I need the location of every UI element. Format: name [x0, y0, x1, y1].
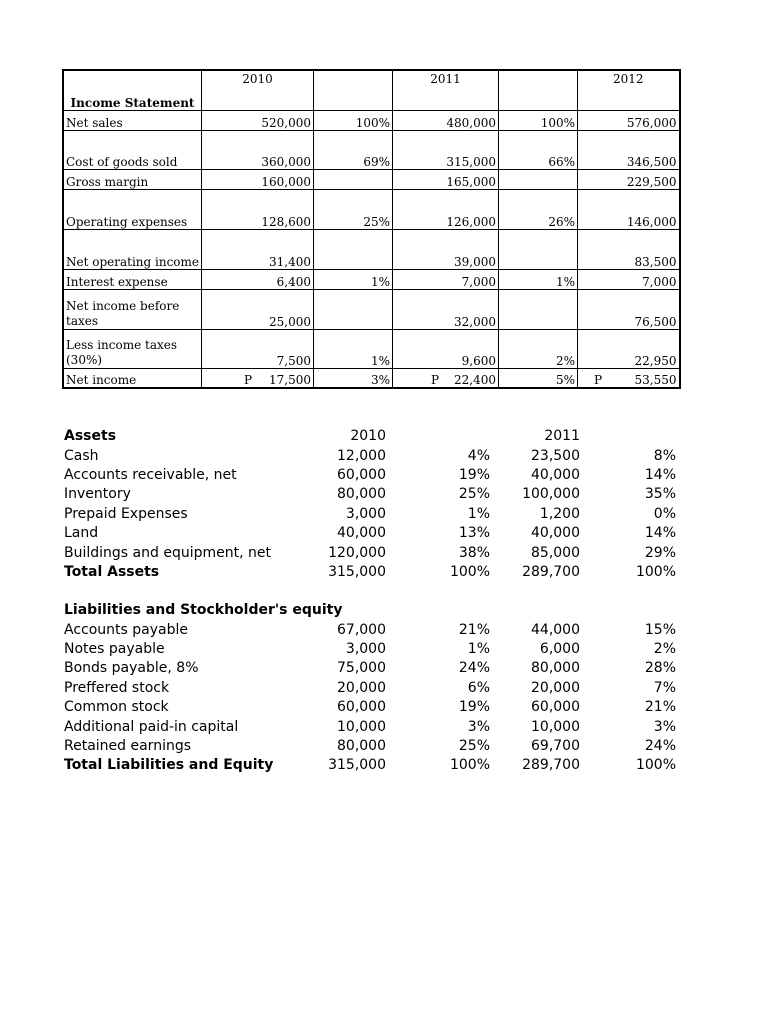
table-row: [62, 543, 678, 562]
income-statement-title: Income Statement: [63, 70, 202, 110]
income-year-2011: 2011: [393, 70, 499, 110]
spacer-row: [62, 582, 678, 601]
cell-percent: 4%: [467, 447, 490, 464]
income-cell: 5%: [499, 368, 578, 388]
cell-percent: 29%: [644, 544, 676, 561]
cell-value: 20,000: [337, 679, 386, 696]
income-cell: 7,000: [393, 269, 499, 289]
cell-value: 315,000: [328, 563, 386, 580]
cell-percent: 28%: [644, 660, 676, 677]
income-cell: 146,000: [578, 189, 680, 229]
income-row-label: Interest expense: [63, 269, 202, 289]
income-cell: 360,000: [202, 130, 314, 169]
income-cell: [499, 169, 578, 189]
cell-percent: 6%: [467, 679, 490, 696]
income-cell: 128,600: [202, 189, 314, 229]
income-cell: [499, 229, 578, 269]
row-label: Inventory: [64, 486, 131, 503]
cell-value: 60,000: [531, 699, 580, 716]
cell-percent: 21%: [644, 699, 676, 716]
cell-percent: 14%: [644, 525, 676, 542]
income-cell: 3%: [314, 368, 393, 388]
income-header-row: [63, 70, 680, 110]
income-cell: [314, 289, 393, 329]
cell-value: 1,200: [539, 505, 580, 522]
cell-percent: 24%: [458, 660, 490, 677]
cell-percent: 8%: [653, 447, 676, 464]
table-row: [62, 485, 678, 504]
cell-value: 23,500: [531, 447, 580, 464]
cell-value: 3,000: [345, 641, 386, 658]
income-year-2010: 2010: [202, 70, 314, 110]
currency-symbol: P: [431, 373, 440, 387]
income-row-label: Net operating income: [63, 229, 202, 269]
cell-value: 40,000: [531, 525, 580, 542]
table-row: [62, 679, 678, 698]
row-label: Retained earnings: [64, 738, 192, 755]
cell-percent: 3%: [467, 718, 490, 735]
cell-value: 100,000: [522, 486, 580, 503]
cell-percent: 13%: [458, 525, 490, 542]
income-cell: 7,500: [202, 329, 314, 368]
row-label: Prepaid Expenses: [64, 505, 188, 522]
cell-value: 40,000: [531, 466, 580, 483]
income-cell: 100%: [314, 110, 393, 130]
income-cell: 6,400: [202, 269, 314, 289]
income-cell: 2%: [499, 329, 578, 368]
balance-year-2010: 2010: [350, 428, 386, 445]
table-row: [62, 717, 678, 736]
row-label: Common stock: [64, 699, 169, 716]
row-label: Accounts receivable, net: [64, 466, 237, 483]
income-row-label: Net income: [63, 368, 202, 388]
currency-symbol: P: [594, 373, 603, 387]
cell-value: 20,000: [531, 679, 580, 696]
income-cell: 9,600: [393, 329, 499, 368]
income-row-label: Operating expenses: [63, 189, 202, 229]
income-cell: 165,000: [393, 169, 499, 189]
income-cell: 69%: [314, 130, 393, 169]
table-row: [62, 446, 678, 465]
income-row-label: Gross margin: [63, 169, 202, 189]
income-cell: 480,000: [393, 110, 499, 130]
cell-percent: 15%: [644, 621, 676, 638]
income-cell: 25,000: [202, 289, 314, 329]
cell-percent: 100%: [635, 563, 676, 580]
cell-value: 10,000: [531, 718, 580, 735]
row-label: Bonds payable, 8%: [64, 660, 199, 677]
cell-percent: 25%: [458, 738, 490, 755]
assets-heading: Assets: [64, 428, 117, 445]
row-label: Accounts payable: [64, 621, 188, 638]
cell-value: 120,000: [328, 544, 386, 561]
income-row-label: Cost of goods sold: [63, 130, 202, 169]
income-cell: [578, 368, 680, 388]
total-assets-row: [62, 563, 678, 582]
income-cell: 126,000: [393, 189, 499, 229]
cell-value: 60,000: [337, 466, 386, 483]
balance-year-2011: 2011: [544, 428, 580, 445]
income-row-operating-expenses: [63, 189, 680, 229]
row-label: Land: [64, 525, 99, 542]
income-cell: [499, 289, 578, 329]
income-cell: 76,500: [578, 289, 680, 329]
row-label: Notes payable: [64, 641, 165, 658]
income-cell: [393, 368, 499, 388]
cell-percent: 19%: [458, 466, 490, 483]
cell-percent: 38%: [458, 544, 490, 561]
income-row-net-income: [63, 368, 680, 388]
currency-symbol: P: [244, 373, 253, 387]
table-row: [62, 466, 678, 485]
cell-value: 315,000: [328, 757, 386, 774]
table-row: [62, 698, 678, 717]
income-cell: 7,000: [578, 269, 680, 289]
cell-value: 75,000: [337, 660, 386, 677]
cell-percent: 3%: [653, 718, 676, 735]
income-cell: 22,950: [578, 329, 680, 368]
total-liabilities-label: Total Liabilities and Equity: [64, 757, 274, 774]
income-cell: 83,500: [578, 229, 680, 269]
cell-percent: 1%: [467, 505, 490, 522]
cell-percent: 100%: [635, 757, 676, 774]
cell-value: 67,000: [337, 621, 386, 638]
income-year-2012: 2012: [578, 70, 680, 110]
income-cell: 576,000: [578, 110, 680, 130]
cell-percent: 21%: [458, 621, 490, 638]
row-label: Buildings and equipment, net: [64, 544, 271, 561]
income-cell: 229,500: [578, 169, 680, 189]
income-cell: 315,000: [393, 130, 499, 169]
cell-value: 80,000: [337, 486, 386, 503]
income-row-net-sales: [63, 110, 680, 130]
cell-value: 44,000: [531, 621, 580, 638]
income-value: 17,500: [269, 373, 312, 387]
income-cell: 25%: [314, 189, 393, 229]
income-cell: [314, 169, 393, 189]
income-cell: 1%: [499, 269, 578, 289]
income-cell: 66%: [499, 130, 578, 169]
income-cell: 520,000: [202, 110, 314, 130]
cell-percent: 7%: [653, 679, 676, 696]
income-row-income-before-taxes: [63, 289, 680, 329]
row-label: Cash: [64, 447, 99, 464]
cell-value: 69,700: [531, 738, 580, 755]
income-row-label: Net income before taxes: [63, 289, 202, 329]
cell-value: 10,000: [337, 718, 386, 735]
cell-value: 289,700: [522, 757, 580, 774]
income-row-interest-expense: [63, 269, 680, 289]
cell-percent: 35%: [644, 486, 676, 503]
income-cell: 31,400: [202, 229, 314, 269]
income-row-income-taxes: [63, 329, 680, 368]
table-row: [62, 505, 678, 524]
income-cell: 160,000: [202, 169, 314, 189]
row-label: Preffered stock: [64, 679, 170, 696]
liabilities-heading: Liabilities and Stockholder's equity: [64, 602, 343, 619]
income-cell: [314, 229, 393, 269]
cell-value: 80,000: [337, 738, 386, 755]
cell-percent: 14%: [644, 466, 676, 483]
cell-value: 40,000: [337, 525, 386, 542]
total-assets-label: Total Assets: [64, 563, 160, 580]
income-row-cogs: [63, 130, 680, 169]
table-row: [62, 737, 678, 756]
income-cell: 100%: [499, 110, 578, 130]
cell-percent: 19%: [458, 699, 490, 716]
income-cell: [202, 368, 314, 388]
cell-percent: 25%: [458, 486, 490, 503]
table-row: [62, 524, 678, 543]
income-value: 22,400: [454, 373, 497, 387]
cell-percent: 2%: [653, 641, 676, 658]
table-row: [62, 659, 678, 678]
income-statement-table: [62, 69, 681, 389]
cell-percent: 0%: [653, 505, 676, 522]
income-cell: 26%: [499, 189, 578, 229]
cell-value: 3,000: [345, 505, 386, 522]
income-cell: 346,500: [578, 130, 680, 169]
cell-value: 6,000: [539, 641, 580, 658]
total-liabilities-row: [62, 756, 678, 775]
table-row: [62, 640, 678, 659]
cell-value: 80,000: [531, 660, 580, 677]
balance-sheet-table: [62, 427, 678, 776]
cell-value: 12,000: [337, 447, 386, 464]
income-row-net-operating-income: [63, 229, 680, 269]
cell-percent: 100%: [449, 563, 490, 580]
table-row: [62, 621, 678, 640]
cell-percent: 24%: [644, 738, 676, 755]
row-label: Additional paid-in capital: [64, 718, 239, 735]
cell-value: 60,000: [337, 699, 386, 716]
cell-value: 289,700: [522, 563, 580, 580]
assets-heading-row: [62, 427, 678, 446]
income-cell: 1%: [314, 329, 393, 368]
cell-percent: 1%: [467, 641, 490, 658]
income-row-gross-margin: [63, 169, 680, 189]
liabilities-heading-row: [62, 601, 678, 620]
income-row-label: Less income taxes (30%): [63, 329, 202, 368]
income-cell: 1%: [314, 269, 393, 289]
income-cell: 32,000: [393, 289, 499, 329]
income-value: 53,550: [634, 373, 677, 387]
income-cell: 39,000: [393, 229, 499, 269]
cell-value: 85,000: [531, 544, 580, 561]
income-row-label: Net sales: [63, 110, 202, 130]
cell-percent: 100%: [449, 757, 490, 774]
